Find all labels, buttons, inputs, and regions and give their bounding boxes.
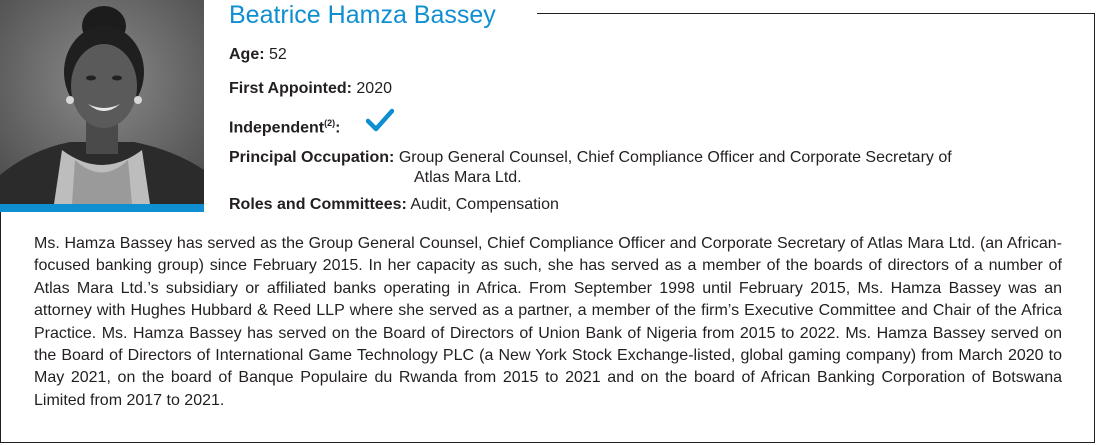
- roles-value: Audit, Compensation: [410, 196, 559, 213]
- biography-paragraph: Ms. Hamza Bassey has served as the Group General Counsel, Chief Compliance Officer and Corporate Secretary of Atlas Mara Ltd. (an African-focused banking group) since February 2015. In her capacity as such, she has served as a member of the boards of directors of a number of Atlas Mara Ltd.’s subsidiary or affiliated banks operating in Africa. From September 1998 until February 2015, Ms. Hamza Bassey was an attorney with Hughes Hubbard & Reed LLP where she served as a partner, a member of the firm’s Executive Committee and Chair of the Africa Practice. Ms. Hamza Bassey has served on the Board of Directors of Union Bank of Nigeria from 2015 to 2022. Ms. Hamza Bassey served on the Board of Directors of International Game Technology PLC (a New York Stock Exchange-listed, global gaming company) from March 2020 to May 2021, on the board of Banque Populaire du Rwanda from 2015 to 2021 and on the board of African Banking Corporation of Botswana Limited from 2017 to 2021.: [34, 235, 1062, 409]
- frame-bottom-line: [0, 442, 1095, 443]
- independent-label: Independent: [229, 119, 325, 137]
- first-appointed-row: [229, 79, 392, 99]
- first-appointed-label: First Appointed:: [229, 80, 352, 97]
- frame-right-line: [1094, 13, 1095, 443]
- principal-occupation-value-line1: Group General Counsel, Chief Compliance Officer and Corporate Secretary of: [398, 149, 952, 166]
- roles-label: Roles and Committees:: [229, 196, 407, 213]
- age-label: Age:: [229, 46, 265, 63]
- first-appointed-value: 2020: [356, 80, 392, 97]
- independent-colon: :: [335, 119, 341, 137]
- age-row: [229, 45, 287, 65]
- portrait-photo: [0, 0, 204, 204]
- principal-occupation-label: Principal Occupation:: [229, 149, 395, 166]
- independent-footnote: (2): [324, 118, 336, 128]
- photo-accent-bar: [0, 204, 204, 212]
- principal-occupation-value-line2: Atlas Mara Ltd.: [414, 169, 522, 186]
- independent-row: [229, 113, 340, 138]
- age-value: 52: [269, 46, 287, 63]
- checkmark-icon: [366, 108, 394, 132]
- roles-row: [229, 195, 559, 215]
- principal-occupation-row: [229, 148, 952, 168]
- frame-top-line: [537, 13, 1095, 14]
- frame-left-line: [0, 212, 1, 443]
- portrait-illustration: [0, 0, 204, 204]
- director-name: Beatrice Hamza Bassey: [229, 1, 496, 29]
